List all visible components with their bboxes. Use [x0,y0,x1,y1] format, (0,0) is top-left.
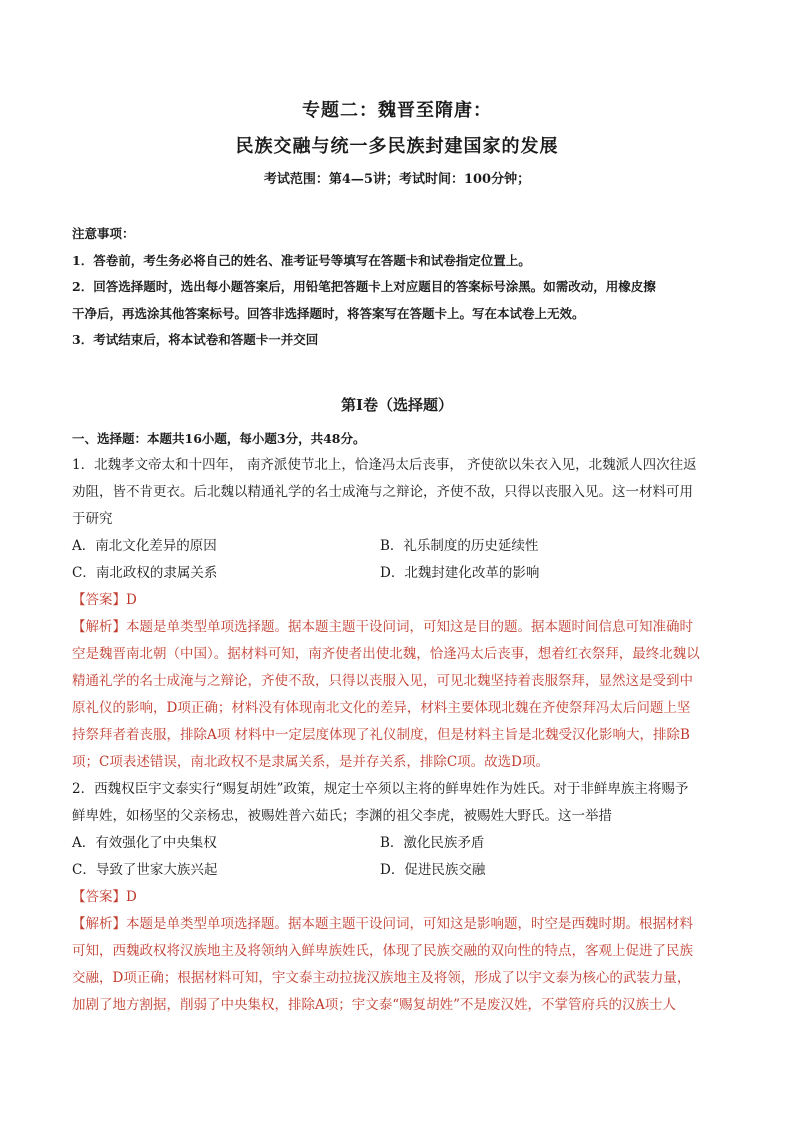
analysis-line: 精通礼学的名士成淹与之辩论，齐使不敌，只得以丧服入见，可见北魏坚持着丧服祭拜，显然这是受到中 [72,673,693,689]
option-a: A．南北文化差异的原因 [72,538,217,554]
analysis-line: 加剧了地方割据，削弱了中央集权，排除A项；宇文泰“赐复胡姓”不是废汉姓，不掌管府兵的汉族士人 [72,997,677,1013]
analysis-line [72,911,732,938]
page-title: 专题二：魏晋至隋唐： [302,100,492,121]
option-row [72,560,732,587]
notes-line: 干净后，再选涂其他答案标号。回答非选择题时，将答案写在答题卡上。写在本试卷上无效。 [72,305,585,321]
option-a: A．有效强化了中央集权 [72,835,217,851]
notes-section [72,221,732,354]
option-d: D．北魏封建化改革的影响 [380,565,540,581]
question-line: 劝阻，皆不肯更衣。后北魏以精通礼学的名士成淹与之辩论，齐使不敌，只得以丧服入见。这一材料可用 [72,484,693,500]
option-row [72,533,732,560]
page-subtitle-main: 民族交融与统一多民族封建国家的发展 [235,136,559,157]
analysis-line: 空是魏晋南北朝（中国）。据材料可知，南齐使者出使北魏，恰逢冯太后丧事，想着红衣祭拜，最终北魏以 [72,646,700,662]
option-b: B．礼乐制度的历史延续性 [380,538,539,554]
question-2-options [72,830,732,884]
analysis-line: 项；C项表述错误，南北政权不是隶属关系，是并存关系，排除C项。故选D项。 [72,754,549,770]
analysis-line: 原礼仪的影响，D项正确；材料没有体现南北文化的差异，材料主要体现北魏在齐使祭拜冯太后问题上坚 [72,700,691,716]
notes-line: 2．回答选择题时，选出每小题答案后，用铅笔把答题卡上对应题目的答案标号涂黑。如需改动，用橡皮擦 [72,279,656,294]
analysis-text: 本题是单类型单项选择题。据本题主题干设问词，可知这是影响题，时空是西魏时期。根据材料 [126,916,693,932]
option-row [72,857,732,884]
exam-scope: 考试范围：第4—5讲；考试时间：100分钟； [263,172,531,187]
question-1-stem [72,452,732,533]
question-1-analysis [72,614,732,776]
question-line: 鲜卑姓，如杨坚的父亲杨忠，被赐姓普六茹氏；李渊的祖父李虎，被赐姓大野氏。这一举措 [72,808,612,824]
option-b: B．激化民族矛盾 [380,835,485,851]
question-1-answer: 【答案】D [72,592,137,608]
question-2-analysis [72,911,732,1019]
option-c: C．导致了世家大族兴起 [72,862,218,878]
option-d: D．促进民族交融 [380,862,486,878]
notes-line: 1．答卷前，考生务必将自己的姓名、准考证号等填写在答题卡和试卷指定位置上。 [72,252,531,268]
analysis-text: 本题是单类型单项选择题。据本题主题干设问词，可知这是目的题。据本题时间信息可知准确时 [126,619,693,635]
analysis-label: 【解析】 [72,619,126,635]
notes-heading: 注意事项： [72,226,135,241]
analysis-line: 持祭拜者着丧服，排除A项 材料中一定层度体现了礼仪制度，但是材料主旨是北魏受汉化影响大，排除B [72,727,690,743]
analysis-line [72,614,732,641]
part-heading: 一、选择题：本题共16小题，每小题3分，共48分。 [72,431,366,446]
question-2-answer: 【答案】D [72,889,137,905]
question-1-options [72,533,732,587]
question-2-stem [72,776,732,830]
notes-line: 3．考试结束后，将本试卷和答题卡一并交回 [72,332,319,347]
analysis-line: 可知，西魏政权将汉族地主及将领纳入鲜卑族姓氏，体现了民族交融的双向性的特点，客观上促进了民族 [72,943,693,959]
section-title: 第I卷（选择题） [340,396,454,414]
question-line: 1．北魏孝文帝太和十四年， 南齐派使节北上，恰逢冯太后丧事， 齐使欲以朱衣入见，北魏派人四次往返 [72,457,697,473]
question-line: 于研究 [72,511,113,527]
option-c: C．南北政权的隶属关系 [72,565,218,581]
option-row [72,830,732,857]
analysis-label: 【解析】 [72,916,126,932]
analysis-line: 交融，D项正确；根据材料可知，宇文泰主动拉拢汉族地主及将领，形成了以宇文泰为核心的武装力量， [72,970,691,986]
question-line: 2．西魏权臣宇文泰实行“赐复胡姓”政策，规定士卒须以主将的鲜卑姓作为姓氏。对于非鲜卑族主将赐予 [72,781,689,797]
